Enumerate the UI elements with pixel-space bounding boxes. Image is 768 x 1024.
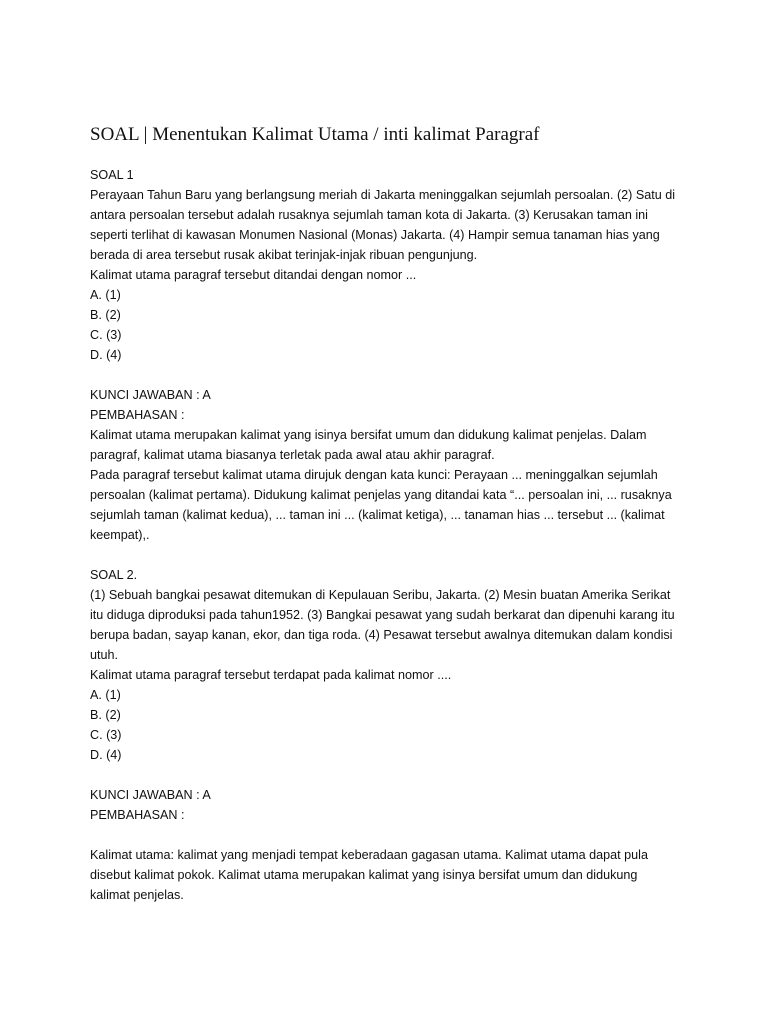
question-1-discussion-heading: PEMBAHASAN : bbox=[90, 408, 185, 422]
question-2-answer-key: KUNCI JAWABAN : A bbox=[90, 788, 211, 802]
spacer bbox=[90, 545, 690, 565]
question-1-paragraph-line: antara persoalan tersebut adalah rusaknya sejumlah taman kota di Jakarta. (3) Kerusakan taman ini bbox=[90, 208, 648, 222]
question-1-section bbox=[90, 165, 690, 545]
question-1-option-c: C. (3) bbox=[90, 328, 122, 342]
question-1-prompt: Kalimat utama paragraf tersebut ditandai dengan nomor ... bbox=[90, 268, 417, 282]
question-1-paragraph-line: berada di area tersebut rusak akibat terinjak-injak ribuan pengunjung. bbox=[90, 248, 478, 262]
question-2-paragraph-line: (1) Sebuah bangkai pesawat ditemukan di Kepulauan Seribu, Jakarta. (2) Mesin buatan Amerika Serikat bbox=[90, 588, 671, 602]
document-title: SOAL | Menentukan Kalimat Utama / inti kalimat Paragraf bbox=[90, 124, 540, 145]
question-1-discussion-line: paragraf, kalimat utama biasanya terletak pada awal atau akhir paragraf. bbox=[90, 448, 495, 462]
spacer bbox=[90, 825, 690, 845]
question-1-option-a: A. (1) bbox=[90, 288, 121, 302]
question-2-section bbox=[90, 565, 690, 905]
document-page bbox=[90, 123, 690, 905]
question-2-discussion-line: kalimat penjelas. bbox=[90, 888, 184, 902]
question-1-discussion-line: sejumlah taman (kalimat kedua), ... taman ini ... (kalimat ketiga), ... tanaman hias ... tersebut ... (kalimat bbox=[90, 508, 665, 522]
question-2-paragraph-line: berupa badan, sayap kanan, ekor, dan tiga roda. (4) Pesawat tersebut awalnya ditemukan dalam kondisi bbox=[90, 628, 673, 642]
question-2-paragraph-line: itu diduga diproduksi pada tahun1952. (3) Bangkai pesawat yang sudah berkarat dan dipenuhi karang itu bbox=[90, 608, 675, 622]
question-2-discussion-heading: PEMBAHASAN : bbox=[90, 808, 185, 822]
question-2-heading: SOAL 2. bbox=[90, 568, 138, 582]
question-1-option-d: D. (4) bbox=[90, 348, 122, 362]
question-1-discussion-line: Kalimat utama merupakan kalimat yang isinya bersifat umum dan didukung kalimat penjelas. Dalam bbox=[90, 428, 647, 442]
question-1-heading: SOAL 1 bbox=[90, 168, 134, 182]
question-1-discussion-line: keempat),. bbox=[90, 528, 150, 542]
question-1-discussion-line: Pada paragraf tersebut kalimat utama dirujuk dengan kata kunci: Perayaan ... meninggalkan sejumlah bbox=[90, 468, 658, 482]
spacer bbox=[90, 765, 690, 785]
question-2-prompt: Kalimat utama paragraf tersebut terdapat pada kalimat nomor .... bbox=[90, 668, 452, 682]
question-2-discussion-line: disebut kalimat pokok. Kalimat utama merupakan kalimat yang isinya bersifat umum dan didukung bbox=[90, 868, 638, 882]
question-1-answer-key: KUNCI JAWABAN : A bbox=[90, 388, 211, 402]
question-2-discussion-line: Kalimat utama: kalimat yang menjadi tempat keberadaan gagasan utama. Kalimat utama dapat pula bbox=[90, 848, 648, 862]
question-1-discussion-line: persoalan (kalimat pertama). Didukung kalimat penjelas yang ditandai kata “... persoalan ini, ... rusaknya bbox=[90, 488, 672, 502]
question-2-option-d: D. (4) bbox=[90, 748, 122, 762]
question-1-paragraph-line: seperti terlihat di kawasan Monumen Nasional (Monas) Jakarta. (4) Hampir semua tanaman hias yang bbox=[90, 228, 660, 242]
question-2-option-b: B. (2) bbox=[90, 708, 121, 722]
question-2-option-c: C. (3) bbox=[90, 728, 122, 742]
question-2-option-a: A. (1) bbox=[90, 688, 121, 702]
question-1-option-b: B. (2) bbox=[90, 308, 121, 322]
question-1-paragraph-line: Perayaan Tahun Baru yang berlangsung meriah di Jakarta meninggalkan sejumlah persoalan. (2) Satu di bbox=[90, 188, 676, 202]
spacer bbox=[90, 365, 690, 385]
question-2-paragraph-line: utuh. bbox=[90, 648, 119, 662]
